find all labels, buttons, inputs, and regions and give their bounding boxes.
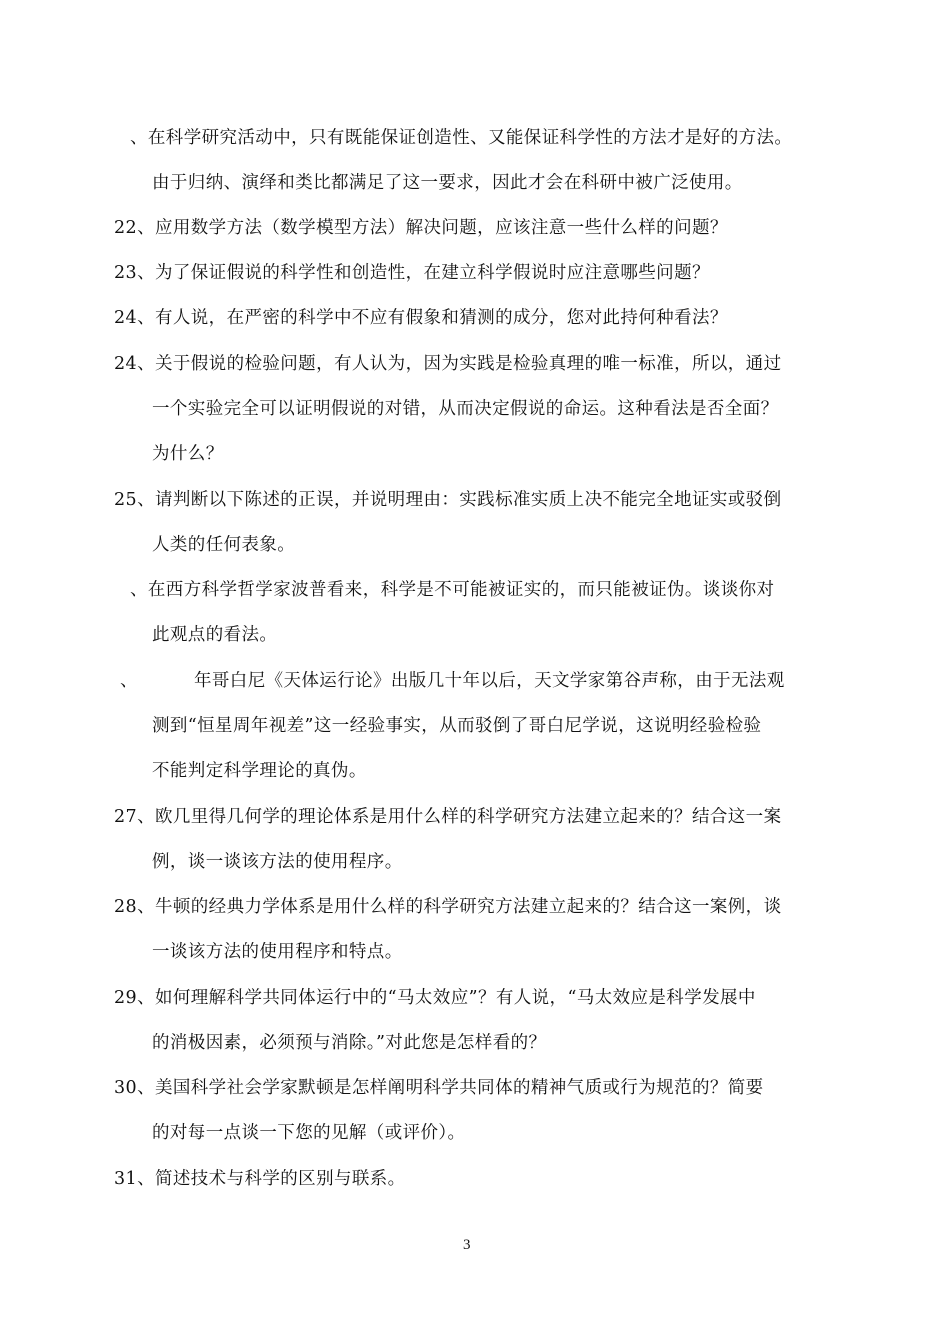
question-number: 30、 xyxy=(114,1078,155,1098)
question-number: 24、 xyxy=(114,354,155,374)
question-text: 欧几里得几何学的理论体系是用什么样的科学研究方法建立起来的？结合这一案 xyxy=(154,807,782,827)
question-text: 如何理解科学共同体运行中的“马太效应”？有人说，“马太效应是科学发展中 xyxy=(154,988,756,1008)
question-text: 不能判定科学理论的真伪。 xyxy=(152,761,367,781)
question-number: 23、 xyxy=(114,263,155,283)
question-text: 在科学研究活动中，只有既能保证创造性、又能保证科学性的方法才是好的方法。 xyxy=(147,128,793,148)
question-text: 为了保证假说的科学性和创造性，在建立科学假说时应注意哪些问题？ xyxy=(154,263,710,283)
question-text: 人类的任何表象。 xyxy=(152,535,296,555)
question-number: 28、 xyxy=(114,897,155,917)
question-text: 有人说，在严密的科学中不应有假象和猜测的成分，您对此持何种看法？ xyxy=(154,308,728,328)
question-text: 简述技术与科学的区别与联系。 xyxy=(154,1169,406,1189)
question-text: 应用数学方法（数学模型方法）解决问题，应该注意一些什么样的问题？ xyxy=(154,218,728,238)
question-number: 24、 xyxy=(114,308,155,328)
question-text: 美国科学社会学家默顿是怎样阐明科学共同体的精神气质或行为规范的？简要 xyxy=(154,1078,764,1098)
question-text: 为什么？ xyxy=(152,444,224,464)
question-text: 此观点的看法。 xyxy=(152,625,278,645)
question-text: 测到“恒星周年视差”这一经验事实，从而驳倒了哥白尼学说，这说明经验检验 xyxy=(152,716,762,736)
question-number: 31、 xyxy=(114,1169,155,1189)
question-number: 25、 xyxy=(114,490,155,510)
question-text: 一个实验完全可以证明假说的对错，从而决定假说的命运。这种看法是否全面？ xyxy=(152,399,779,419)
question-text: 在西方科学哲学家波普看来，科学是不可能被证实的，而只能被证伪。谈谈你对 xyxy=(147,580,775,600)
question-text: 年哥白尼《天体运行论》出版几十年以后，天文学家第谷声称，由于无法观 xyxy=(194,671,785,691)
question-text: 由于归纳、演绎和类比都满足了这一要求，因此才会在科研中被广泛使用。 xyxy=(152,173,743,193)
question-text: 的消极因素，必须预与消除。”对此您是怎样看的？ xyxy=(152,1033,547,1053)
question-text: 牛顿的经典力学体系是用什么样的科学研究方法建立起来的？结合这一案例，谈 xyxy=(154,897,782,917)
question-number: 27、 xyxy=(114,807,155,827)
question-number: 22、 xyxy=(114,218,155,238)
question-text: 例，谈一谈该方法的使用程序。 xyxy=(152,852,403,872)
question-text: 请判断以下陈述的正误，并说明理由：实践标准实质上决不能完全地证实或驳倒 xyxy=(154,490,782,510)
question-text: 的对每一点谈一下您的见解（或评价）。 xyxy=(152,1123,466,1143)
question-marker: 、 xyxy=(130,128,148,148)
question-marker: 、 xyxy=(120,671,138,691)
question-text: 一谈该方法的使用程序和特点。 xyxy=(152,942,403,962)
question-number: 29、 xyxy=(114,988,155,1008)
question-marker: 、 xyxy=(130,580,148,600)
page-number: 3 xyxy=(463,1237,471,1253)
question-text: 关于假说的检验问题，有人认为，因为实践是检验真理的唯一标准，所以，通过 xyxy=(154,354,782,374)
